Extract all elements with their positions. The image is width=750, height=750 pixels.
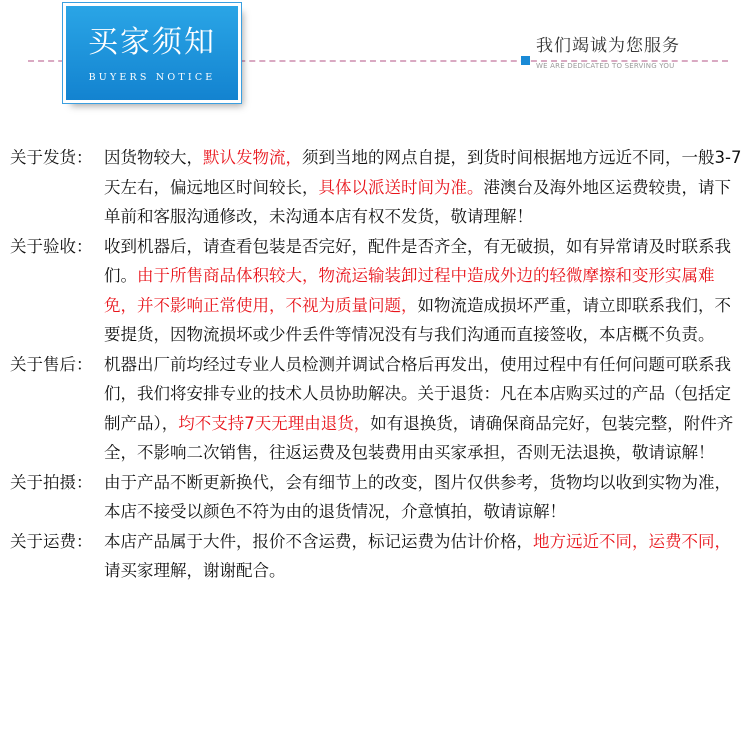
- buyers-notice-badge: [66, 6, 238, 100]
- section-text: [104, 143, 744, 232]
- section-after-sales: [10, 350, 746, 468]
- highlight-segment: 地方远近不同，运费不同，: [533, 531, 731, 551]
- slogan-square-icon: [521, 56, 530, 65]
- section-label: 关于运费：: [10, 531, 93, 551]
- text-segment: 如物流造成损坏严重，请立即联系我们，不要提货，因物流损坏或少件丢件等情况没有与我们沟通而直接签收，本店概不负责。: [104, 295, 731, 344]
- section-label: 关于验收：: [10, 236, 93, 256]
- section-photos: [10, 468, 746, 527]
- section-inspection: [10, 232, 746, 350]
- text-segment: 本店产品属于大件，报价不含运费，标记运费为估计价格，: [104, 531, 533, 551]
- service-slogan: 我们竭诚为您服务: [536, 36, 680, 56]
- notice-subtitle: BUYERS NOTICE: [88, 72, 216, 83]
- service-slogan-english: WE ARE DEDICATED TO SERVING YOU: [536, 62, 675, 70]
- text-segment: 如有退换货，请确保商品完好，包装完整，附件齐全，不影响二次销售，往返运费及包装费用由买家承担，否则无法退换，敬请谅解！: [104, 413, 734, 462]
- section-text: [104, 468, 744, 527]
- section-freight: [10, 527, 746, 586]
- text-segment: 请买家理解，谢谢配合。: [104, 561, 286, 580]
- notice-title: 买家须知: [88, 25, 216, 60]
- section-shipping: [10, 143, 746, 232]
- notice-body: [10, 143, 746, 586]
- highlight-segment: 均不支持7天无理由退货，: [178, 413, 371, 433]
- text-segment: 由于产品不断更新换代，会有细节上的改变，图片仅供参考，货物均以收到实物为准，本店不接受以颜色不符为由的退货情况，介意慎拍，敬请谅解！: [104, 472, 731, 521]
- notice-header: [0, 0, 750, 120]
- text-segment: 须到当地的网点自提，到货时间根据地方远近不同，一般3-7天左右，偏远地区时间较长，: [104, 148, 742, 197]
- highlight-segment: 具体以派送时间为准。: [318, 177, 484, 197]
- highlight-segment: 由于所售商品体积较大，物流运输装卸过程中造成外边的轻微摩擦和变形实属难免，并不影响正常使用，不视为质量问题，: [104, 266, 715, 315]
- text-segment: 收到机器后，请查看包装是否完好，配件是否齐全，有无破损，如有异常请及时联系我们。: [104, 236, 731, 285]
- section-text: [104, 232, 744, 350]
- section-label: 关于发货：: [10, 148, 93, 167]
- highlight-segment: 默认发物流，: [203, 148, 302, 167]
- section-text: [104, 350, 744, 468]
- section-label: 关于拍摄：: [10, 472, 93, 492]
- text-segment: 机器出厂前均经过专业人员检测并调试合格后再发出，使用过程中有任何问题可联系我们，我们将安排专业的技术人员协助解决。关于退货：凡在本店购买过的产品（包括定制产品），: [104, 354, 731, 433]
- section-text: [104, 527, 744, 586]
- text-segment: 港澳台及海外地区运费较贵，请下单前和客服沟通修改，未沟通本店有权不发货，敬请理解！: [104, 177, 731, 226]
- text-segment: 因货物较大，: [104, 148, 203, 167]
- section-label: 关于售后：: [10, 354, 93, 374]
